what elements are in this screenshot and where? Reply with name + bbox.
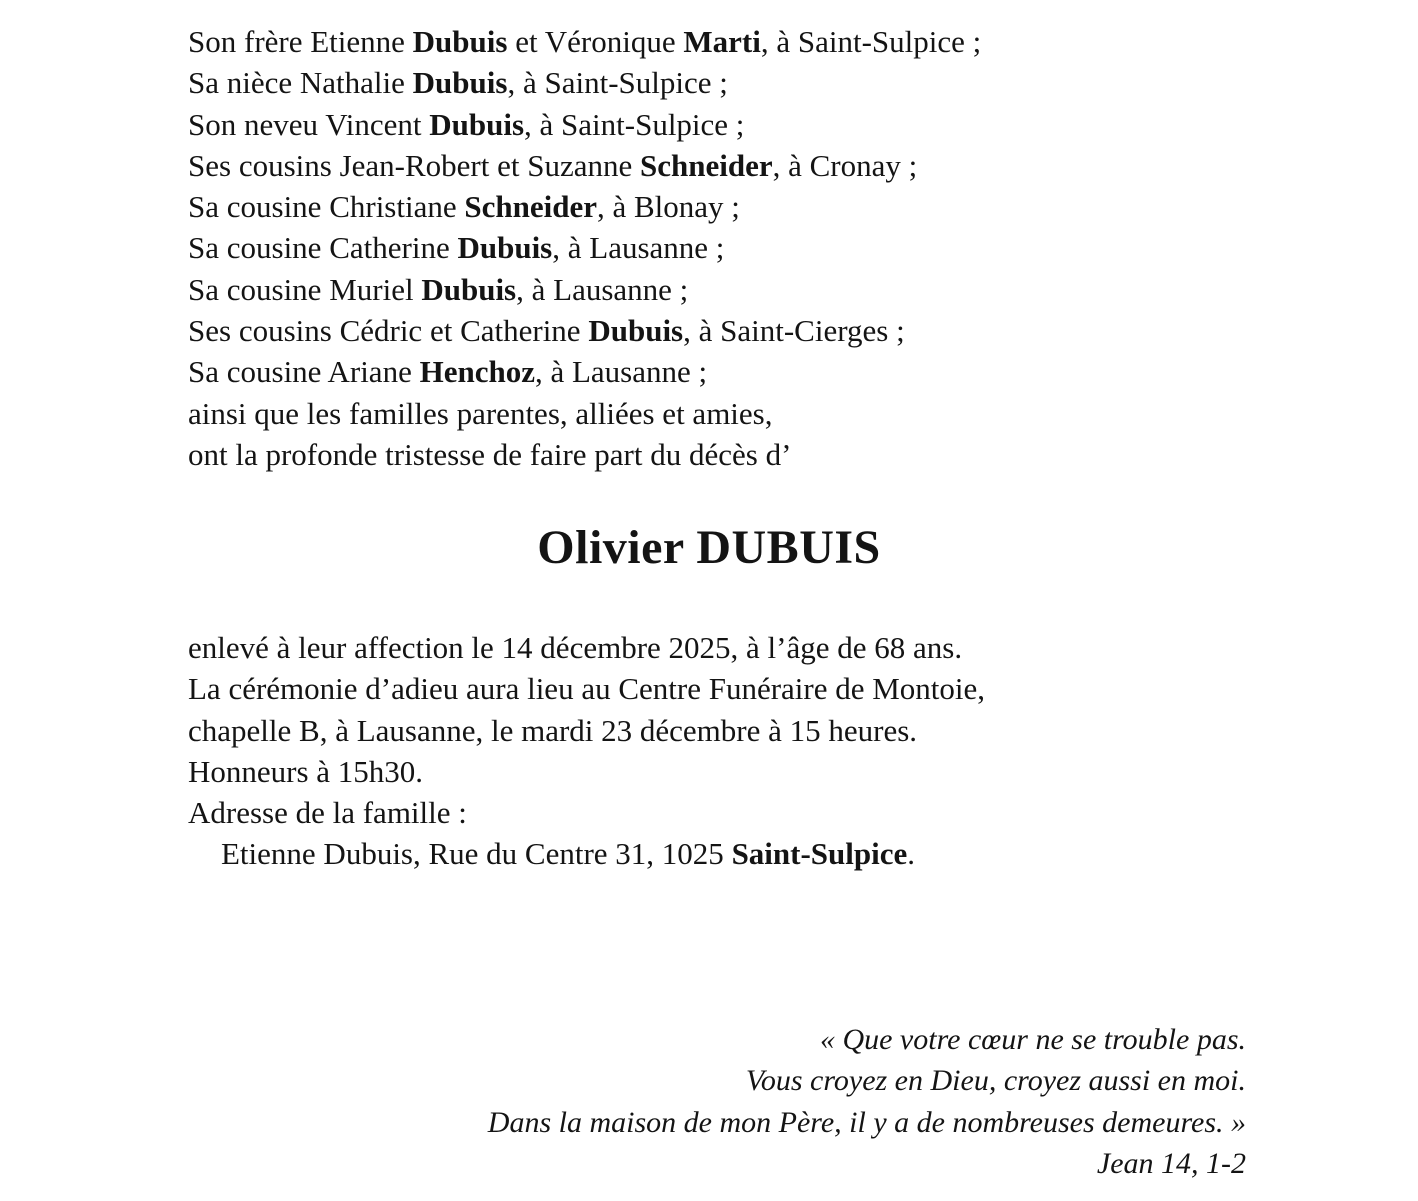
funeral-details [188, 627, 985, 875]
surname-bold: Saint-Sulpice [731, 836, 908, 872]
text-line [188, 434, 981, 475]
surname-bold: Dubuis [412, 65, 508, 101]
text-line [188, 627, 985, 668]
surname-bold: Dubuis [588, 313, 684, 349]
text-segment: enlevé à leur affection le 14 décembre 2025, à l’âge de 68 ans. [188, 630, 963, 665]
surname-bold: Dubuis [429, 106, 525, 142]
text-line [488, 1102, 1246, 1143]
text-segment: et Véronique [507, 24, 684, 59]
text-segment: chapelle B, à Lausanne, le mardi 23 décembre à 15 heures. [188, 712, 918, 748]
surname-bold: Dubuis [421, 271, 517, 307]
text-segment: Etienne Dubuis, Rue du Centre 31, 1025 [221, 836, 732, 872]
text-line [188, 186, 981, 227]
scripture-quote-lines [488, 1019, 1246, 1143]
text-line [188, 104, 981, 145]
surname-bold: Schneider [639, 147, 773, 183]
text-line [188, 393, 981, 434]
surname-bold: Marti [683, 24, 761, 59]
text-line [188, 62, 981, 103]
surname-bold: Dubuis [412, 24, 508, 59]
text-segment: Son neveu Vincent [188, 106, 430, 142]
text-segment: Sa cousine Muriel [188, 271, 422, 307]
text-line [188, 269, 981, 310]
text-line [488, 1060, 1246, 1101]
text-line [188, 668, 985, 709]
text-segment: , à Lausanne ; [516, 271, 689, 307]
text-segment: ainsi que les familles parentes, alliées et amies, [188, 395, 773, 431]
text-line [188, 351, 981, 392]
text-line [488, 1019, 1246, 1060]
text-line [188, 310, 981, 351]
text-segment: Dans la maison de mon Père, il y a de nombreuses demeures. » [487, 1105, 1246, 1139]
surname-bold: Schneider [464, 189, 597, 225]
text-segment: Honneurs à 15h30. [188, 753, 424, 789]
text-segment: Ses cousins Cédric et Catherine [188, 313, 589, 349]
text-segment: . [907, 836, 916, 872]
text-segment: , à Lausanne ; [552, 230, 725, 266]
text-segment: Son frère Etienne [188, 24, 413, 59]
family-list [188, 21, 981, 475]
text-segment: Sa nièce Nathalie [188, 65, 413, 101]
text-segment: , à Saint-Cierges ; [683, 313, 905, 349]
surname-bold: Henchoz [419, 354, 535, 390]
text-segment: Sa cousine Christiane [188, 189, 465, 225]
text-segment: , à Saint-Sulpice ; [524, 106, 745, 142]
text-line [188, 227, 981, 268]
text-segment: , à Cronay ; [772, 147, 918, 183]
text-segment: La cérémonie d’adieu aura lieu au Centre Funéraire de Montoie, [188, 671, 986, 707]
text-line [188, 710, 985, 751]
deceased-name: Olivier DUBUIS [537, 521, 881, 574]
text-segment: Sa cousine Catherine [188, 230, 458, 266]
scripture-quote-block [488, 1019, 1246, 1184]
text-segment: Ses cousins Jean-Robert et Suzanne [188, 147, 640, 183]
text-line [188, 21, 981, 62]
text-line [188, 751, 985, 792]
surname-bold: Dubuis [457, 230, 553, 266]
quote-attribution: Jean 14, 1-2 [1096, 1146, 1246, 1180]
text-segment: « Que votre cœur ne se trouble pas. [819, 1023, 1246, 1056]
text-segment: ont la profonde tristesse de faire part du décès d’ [188, 436, 792, 472]
text-line [188, 792, 985, 833]
text-segment: , à Saint-Sulpice ; [760, 24, 982, 59]
text-line [188, 833, 985, 874]
text-segment: Sa cousine Ariane [188, 354, 420, 390]
text-segment: , à Saint-Sulpice ; [507, 65, 728, 101]
text-segment: , à Lausanne ; [534, 354, 708, 390]
text-segment: Vous croyez en Dieu, croyez aussi en moi. [745, 1064, 1246, 1098]
text-line [188, 145, 981, 186]
text-segment: , à Blonay ; [597, 189, 740, 225]
text-segment: Adresse de la famille : [188, 795, 467, 831]
